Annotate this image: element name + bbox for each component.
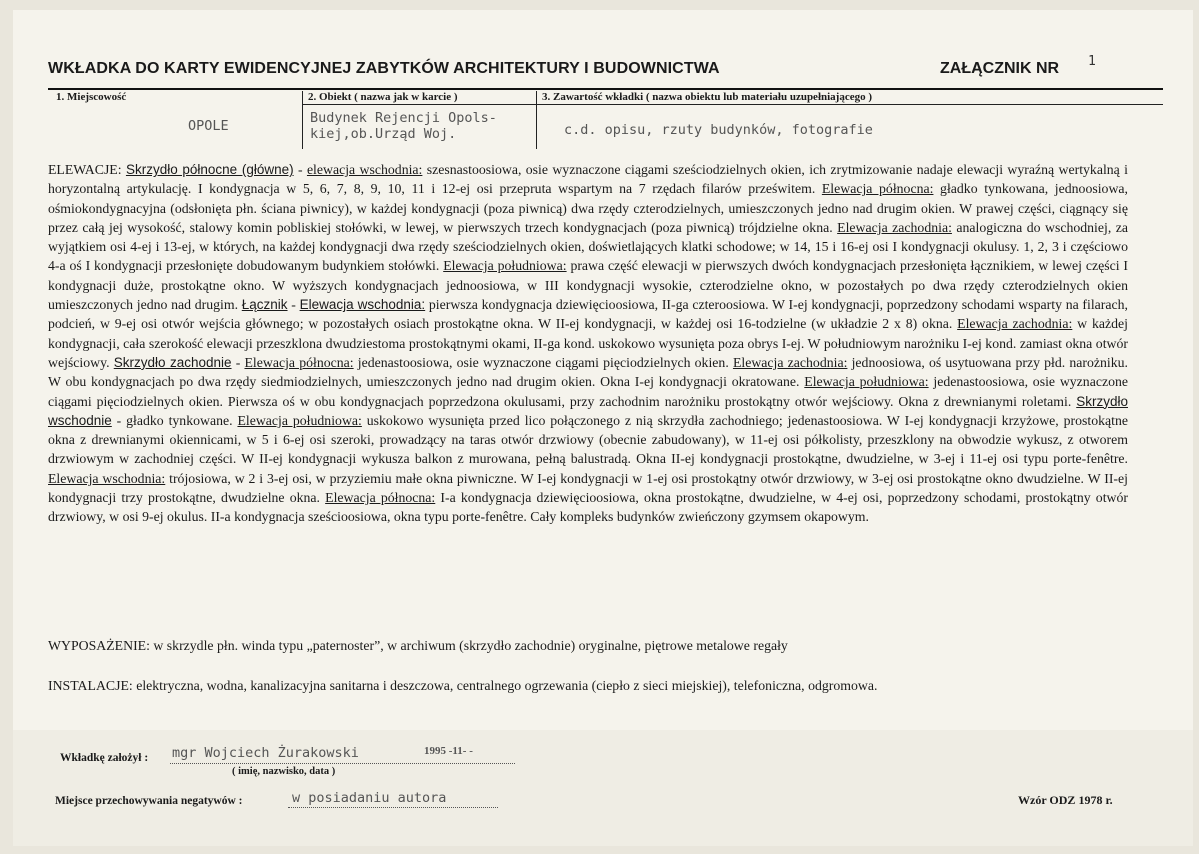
subheading: Elewacja zachodnia: [732, 354, 848, 370]
field-divider-1 [302, 91, 303, 149]
author-hint: ( imię, nazwisko, data ) [232, 766, 336, 777]
subheading: Elewacja południowa: [804, 374, 929, 390]
text-run: - [231, 354, 245, 370]
locality-label: 1. Miejscowość [56, 91, 127, 103]
object-value-line2: kiej,ob.Urząd Woj. [310, 126, 457, 142]
subheading: Elewacja wschodnia: [299, 297, 426, 313]
text-run: jedenastoosiowa, osie wyznaczone ciągami pięciodzielnych okien. [353, 354, 733, 370]
text-run: - [287, 297, 300, 313]
text-run: w każdej kondygnacji, cała szerokość elewacji przeszklona dwudziestoma prostokątnymi okami, II-ga kond. uskokowo wysunięta poza obrys I-ej. W południowym narożniku I-ej kond. zamiast okna otwór wejściowy. [48, 316, 1128, 370]
text-run: analogiczna do wschodniej, za wyjątkiem osi 4-ej i 13-ej, w których, na każdej kondygnacji dwa rzędy sześciodzielnych okien, doświetlających klatki schodowe; w 14, 15 i 16-ej osi I kondygnacji okulusy. 1, 2, 3 i częściowo 4-a oś I kondygnacji przesłonięte dobudowanym budynkiem stołówki. [48, 219, 1128, 274]
subheading: Skrzydło zachodnie [113, 354, 232, 370]
negatives-value: w posiadaniu autora [292, 790, 447, 806]
header-rule [48, 88, 1163, 90]
attachment-number: 1 [1088, 54, 1096, 69]
form-template-id: Wzór ODZ 1978 r. [1018, 793, 1113, 807]
content-value: c.d. opisu, rzuty budynków, fotografie [564, 122, 873, 138]
text-run: gładko tynkowana, jednoosiowa, ośmiokondygnacyjna (odsłonięta płn. ściana piwnicy), w każdej kondygnacji (poza piwnicą) dwa rzędy czterodzielnych, umieszczonych jedno nad drugim okien. W prawej części, ciągnący się przez całą jej wysokość, stalowy komin pobliskiej stołówki, w lewej, w pierwszych trzech kondygnacjach (poza piwnicą) trójdzielne okna. [48, 181, 1128, 235]
author-dotted-line [170, 763, 515, 764]
text-run: - gładko tynkowane. [111, 412, 238, 428]
content-label: 3. Zawartość wkładki ( nazwa obiektu lub materiału uzupełniającego ) [542, 91, 873, 103]
subheading: Elewacja zachodnia: [837, 219, 952, 235]
text-run: jednoosiowa, oś usytuowana przy płd. narożniku. W obu kondygnacjach po dwa rzędy siedmiodzielnych, umieszczonych jedno nad drugim okien. Okna I-ej kondygnacji okratowane. [48, 354, 1128, 390]
form-title: WKŁADKA DO KARTY EWIDENCYJNEJ ZABYTKÓW ARCHITEKTURY I BUDOWNICTWA [48, 60, 720, 77]
text-run: I-a kondygnacja dziewięcioosiowa, okna prostokątne, dwudzielne, w 4-ej osi, poprzedzony schodami, prostokątny otwór drzwiowy, w osi 9-ej okulus. II-a kondygnacja sześcioosiowa, okna typu porte-fenêtre. Cały kompleks budynków zwieńczony gzymsem okapowym. [48, 490, 1128, 525]
locality-value: OPOLE [188, 118, 229, 134]
subheading: Elewacja północna: [821, 181, 934, 197]
subheading: Skrzydło wschodnie [48, 393, 1128, 428]
object-value-line1: Budynek Rejencji Opols- [310, 110, 497, 126]
text-run: prawa część elewacji w pierwszych dwóch kondygnacjach przesłonięta łącznikiem, w lewej części I kondygnacji duże, prostokątne okno. W wyższych kondygnacjach jednoosiowa, w III kondygnacji wysokie, czterodzielne okno, w pozostałych po dwa rzędy czterodzielnych okien umieszczonych jedno nad drugim. [48, 258, 1129, 313]
negatives-dotted-line [288, 807, 498, 808]
subheading: Elewacja południowa: [237, 412, 362, 428]
object-label: 2. Obiekt ( nazwa jak w karcie ) [308, 91, 458, 103]
subheading: Elewacja wschodnia: [48, 470, 166, 486]
author-value: mgr Wojciech Żurakowski [172, 745, 359, 761]
text-run: uskokowo wysunięta przed lico połączonego z nią skrzydła zachodniego; jedenastoosiowa. W I-ej kondygnacji krzyżowe, prostokątne okna z drewnianymi okiennicami, w 5 i 6-ej osi szeroki, prowadzący na taras otwór drzwiowy (obecnie zabudowany), w 11-ej osi półkolisty, przeszklony na obwodzie wykusz, z otworem drzwiowym w zachodniej części. W II-ej kondygnacji wykusza balkon z murowana, pełną balustradą. Okna II-ej kondygnacji prostokątne, dwudzielne, w 3-ej i 11-ej osi typu porte-fenêtre. [48, 412, 1128, 467]
subheading: elewacja wschodnia: [306, 162, 423, 177]
negatives-label: Miejsce przechowywania negatywów : [55, 795, 243, 807]
text-run: szesnastoosiowa, osie wyznaczone ciągami sześciodzielnych okien, ich zrytmizowanie nadaje elewacji wyraźną wertykalną i horyzontalną artykulację. I kondygnacja w 5, 6, 7, 8, 9, 10, 11 i 12-ej osi przeprutа wspartym na 7 rzędach filarów prześwitem. [48, 162, 1128, 197]
elevations-description [48, 160, 1128, 527]
subheading: Elewacja zachodnia: [957, 316, 1073, 332]
form-fields [48, 91, 1163, 149]
equipment-paragraph: WYPOSAŻENIE: w skrzydle płn. winda typu „paternoster”, w archiwum (skrzydło zachodnie) oryginalne, piętrowe metalowe regały [48, 638, 788, 653]
text-run: jedenastoosiowa, osie wyznaczone ciągami pięciodzielnych okien. Pierwsza oś w obu kondygnacjach poprzedzona okulusami, przy zachodnim narożniku prostokątny otwór wejściowy. Okna z drewnianymi roletami. [48, 374, 1128, 409]
text-run: trójosiowa, w 2 i 3-ej osi, w przyziemiu małe okna piwniczne. W I-ej kondygnacji w 1-ej osi prostokątny otwór drzwiowy, w 3-ej osi prostokątne okno dwudzielne. W II-ej kondygnacji trzy prostokątne, dwudzielne okna. [48, 470, 1128, 506]
author-date: 1995 -11- - [424, 745, 473, 757]
subheading: Skrzydło północne (główne) [125, 162, 294, 177]
author-label: Wkładkę założył : [60, 752, 149, 764]
section-heading-elewacje: ELEWACJE: [48, 162, 126, 177]
subheading: Elewacja północna: [244, 354, 354, 370]
subheading: Łącznik [241, 297, 288, 313]
attachment-label: ZAŁĄCZNIK NR [940, 60, 1060, 77]
installations-paragraph: INSTALACJE: elektryczna, wodna, kanalizacyjna sanitarna i deszczowa, centralnego ogrzewania (ciepło z sieci miejskiej), telefoniczna, odgromowa. [48, 678, 878, 693]
subheading: Elewacja północna: [325, 490, 436, 506]
text-run: - [293, 162, 307, 177]
subheading: Elewacja południowa: [443, 258, 567, 274]
field-label-rule [303, 104, 1163, 105]
text-run: pierwsza kondygnacja dziewięcioosiowa, II-ga czteroosiowa. W I-ej kondygnacji, poprzedzony schodami wsparty na filarach, podcień, w 9-ej osi otwór wejścia głównego; w pozostałych osiach prostokątne okna. W II-ej kondygnacji, w każdej osi 16-todzielne (w układzie 2 x 8) okna. [48, 297, 1128, 332]
field-divider-2 [536, 91, 537, 149]
